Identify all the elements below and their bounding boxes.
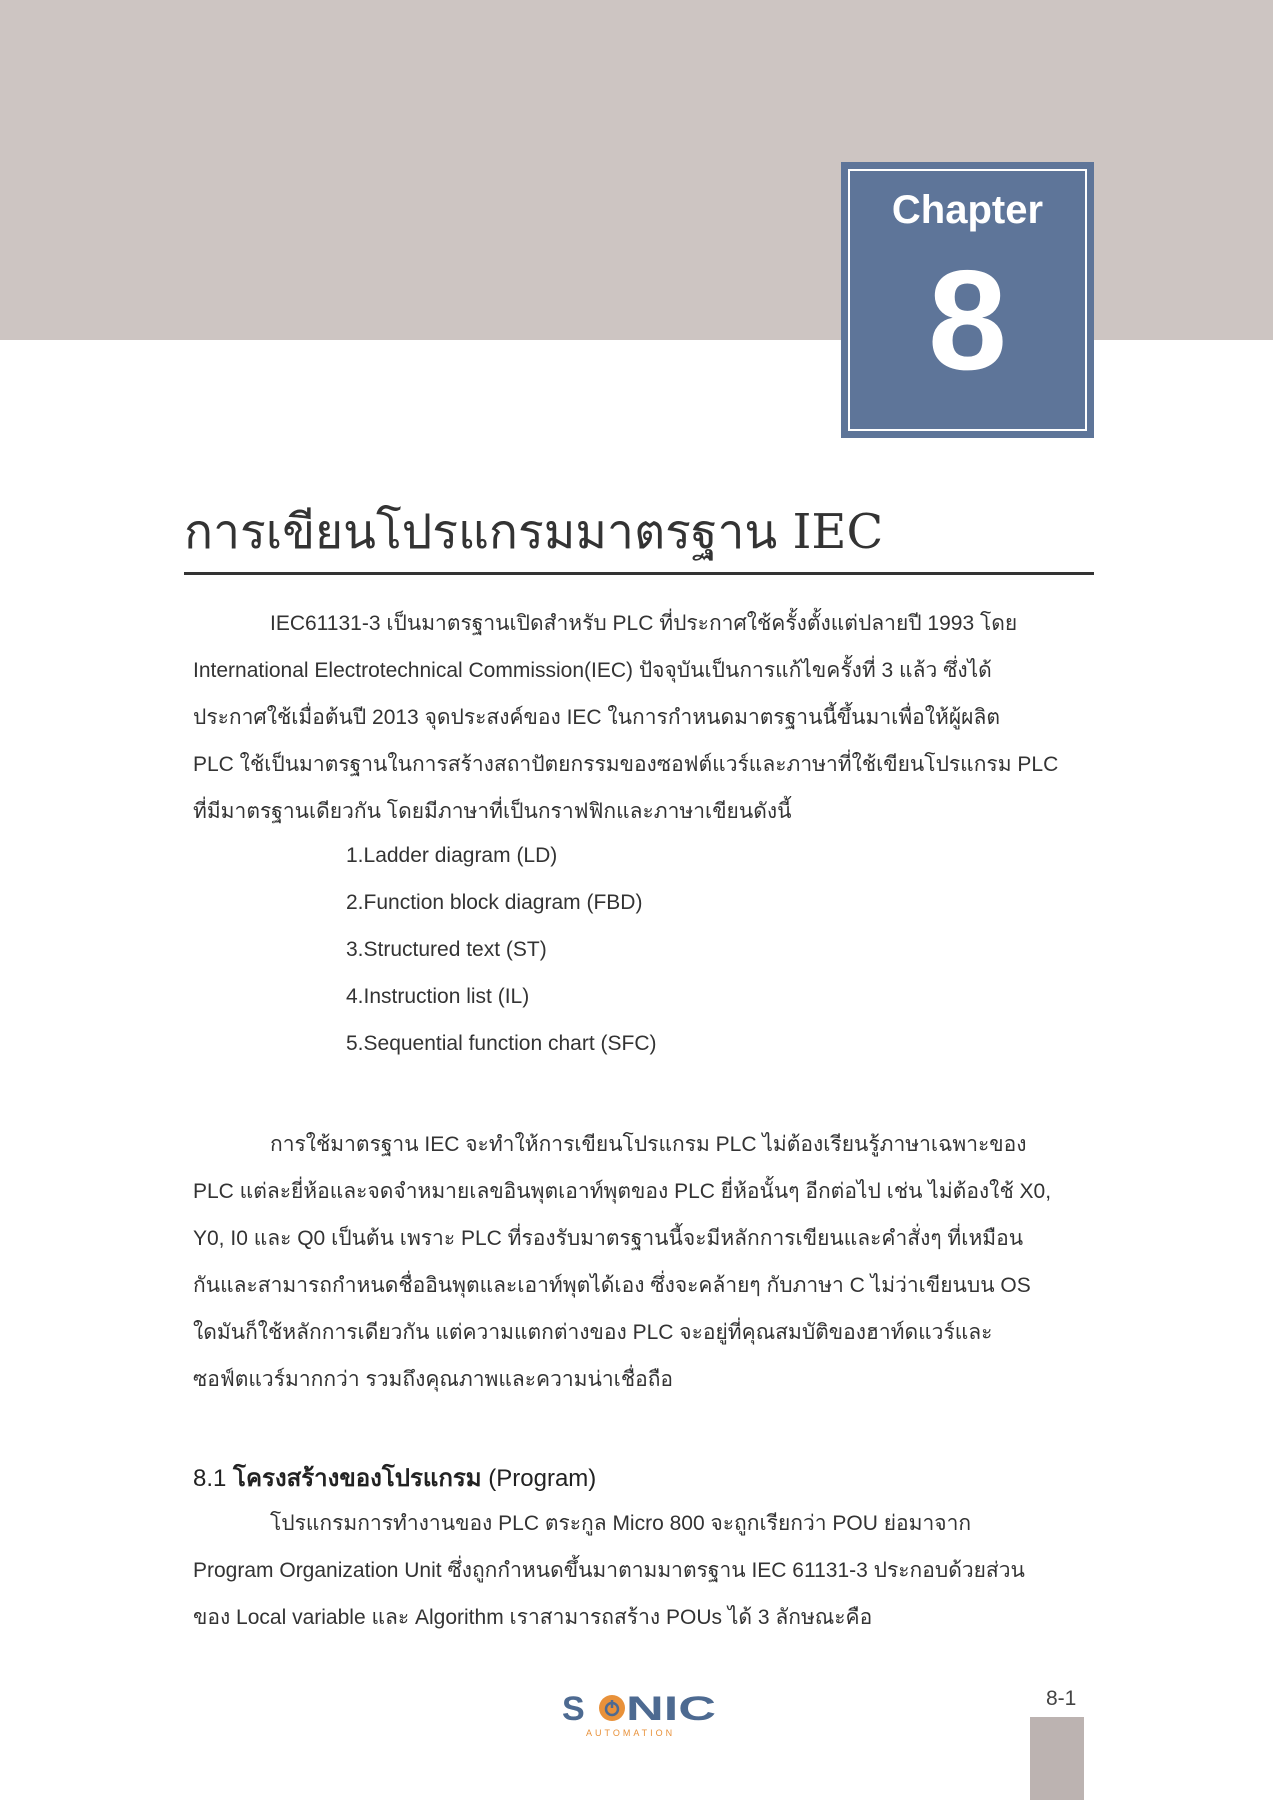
page-edge-tab <box>1030 1717 1084 1800</box>
svg-text:S: S <box>562 1690 585 1728</box>
paragraph-line: ที่มีมาตรฐานเดียวกัน โดยมีภาษาที่เป็นกราฟฟิกและภาษาเขียนดังนี้ <box>193 800 792 823</box>
chapter-label: Chapter <box>891 188 1044 232</box>
list-item: 3.Structured text (ST) <box>346 938 547 961</box>
paragraph-line: ประกาศใช้เมื่อต้นปี 2013 จุดประสงค์ของ IEC ในการกำหนดมาตรฐานนี้ขึ้นมาเพื่อให้ผู้ผลิต <box>193 706 1000 729</box>
paragraph-line: ของ Local variable และ Algorithm เราสามารถสร้าง POUs ได้ 3 ลักษณะคือ <box>193 1606 873 1629</box>
section-title-en: (Program) <box>488 1465 597 1492</box>
title-underline <box>184 572 1094 575</box>
paragraph-line: โปรแกรมการทำงานของ PLC ตระกูล Micro 800 จะถูกเรียกว่า POU ย่อมาจาก <box>270 1512 972 1535</box>
list-item: 5.Sequential function chart (SFC) <box>346 1032 657 1055</box>
page-number: 8-1 <box>1046 1687 1077 1710</box>
paragraph-line: กันและสามารถกำหนดชื่ออินพุตและเอาท์พุตได้เอง ซึ่งจะคล้ายๆ กับภาษา C ไม่ว่าเขียนบน OS <box>193 1274 1031 1297</box>
page-title: การเขียนโปรแกรมมาตรฐาน IEC <box>184 504 884 560</box>
list-item: 4.Instruction list (IL) <box>346 985 530 1008</box>
sonic-automation-logo <box>560 1690 720 1740</box>
paragraph-line: ใดมันก็ใช้หลักการเดียวกัน แต่ความแตกต่างของ PLC จะอยู่ที่คุณสมบัติของฮาท์ดแวร์และ <box>193 1321 993 1344</box>
chapter-box <box>841 162 1094 438</box>
list-item: 2.Function block diagram (FBD) <box>346 891 643 914</box>
paragraph-line: Y0, I0 และ Q0 เป็นต้น เพราะ PLC ที่รองรับมาตรฐานนี้จะมีหลักการเขียนและคำสั่งๆ ที่เหมือน <box>193 1227 1024 1250</box>
paragraph-line: International Electrotechnical Commission(IEC) ปัจจุบันเป็นการแก้ไขครั้งที่ 3 แล้ว ซึ่งได้ <box>193 659 992 682</box>
section-heading <box>193 1458 596 1497</box>
chapter-number: 8 <box>928 241 1007 400</box>
paragraph-line: ซอฟ์ตแวร์มากกว่า รวมถึงคุณภาพและความน่าเชื่อถือ <box>193 1368 674 1391</box>
paragraph-line: PLC ใช้เป็นมาตรฐานในการสร้างสถาปัตยกรรมของซอฟต์แวร์และภาษาที่ใช้เขียนโปรแกรม PLC <box>193 753 1059 776</box>
paragraph-line: การใช้มาตรฐาน IEC จะทำให้การเขียนโปรแกรม PLC ไม่ต้องเรียนรู้ภาษาเฉพาะของ <box>270 1133 1027 1156</box>
paragraph-line: IEC61131-3 เป็นมาตรฐานเปิดสำหรับ PLC ที่ประกาศใช้ครั้งตั้งแต่ปลายปี 1993 โดย <box>270 612 1018 635</box>
svg-text:AUTOMATION: AUTOMATION <box>586 1728 676 1738</box>
paragraph-line: PLC แต่ละยี่ห้อและจดจำหมายเลขอินพุตเอาท์พุตของ PLC ยี่ห้อนั้นๆ อีกต่อไป เช่น ไม่ต้องใช้ X0, <box>193 1180 1052 1203</box>
section-number: 8.1 <box>193 1465 227 1492</box>
list-item: 1.Ladder diagram (LD) <box>346 844 558 867</box>
svg-text:NIC: NIC <box>626 1690 716 1728</box>
section-title-thai: โครงสร้างของโปรแกรม <box>233 1465 482 1492</box>
paragraph-line: Program Organization Unit ซึ่งถูกกำหนดขึ้นมาตามมาตรฐาน IEC 61131-3 ประกอบด้วยส่วน <box>193 1559 1025 1582</box>
